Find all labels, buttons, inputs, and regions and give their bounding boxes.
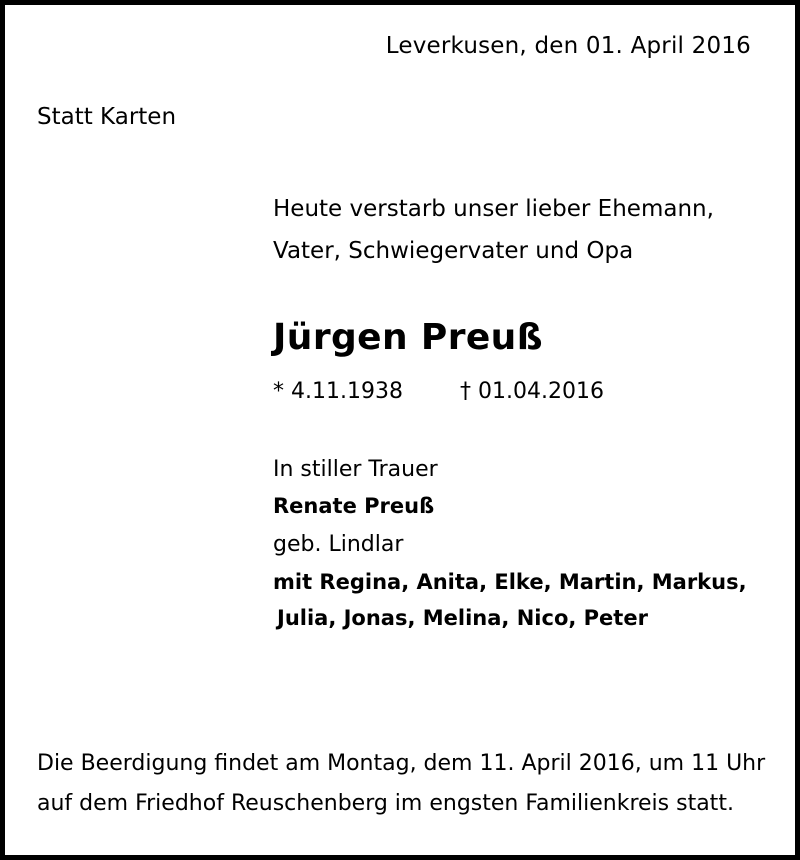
spouse-name: Renate Preuß: [273, 494, 435, 518]
birth-date: * 4.11.1938: [273, 379, 403, 404]
funeral-line-1: Die Beerdigung findet am Montag, dem 11. April 2016, um 11 Uhr: [37, 751, 766, 776]
intro-line-1: Heute verstarb unser lieber Ehemann,: [273, 196, 714, 222]
funeral-info: [37, 744, 765, 824]
statt-karten-label: Statt Karten: [37, 104, 177, 130]
mourning-intro: In stiller Trauer: [273, 457, 438, 482]
intro-line-2: Vater, Schwiegervater und Opa: [273, 238, 634, 264]
place-date: Leverkusen, den 01. April 2016: [385, 33, 751, 59]
family-names-line-1: mit Regina, Anita, Elke, Martin, Markus,: [273, 570, 747, 594]
death-date: † 01.04.2016: [460, 379, 604, 404]
maiden-name: geb. Lindlar: [273, 532, 404, 557]
deceased-name: Jürgen Preuß: [273, 317, 544, 358]
family-names-line-2: Julia, Jonas, Melina, Nico, Peter: [277, 606, 648, 630]
intro-text: [273, 188, 714, 272]
funeral-line-2: auf dem Friedhof Reuschenberg im engsten Familienkreis statt.: [37, 791, 734, 816]
